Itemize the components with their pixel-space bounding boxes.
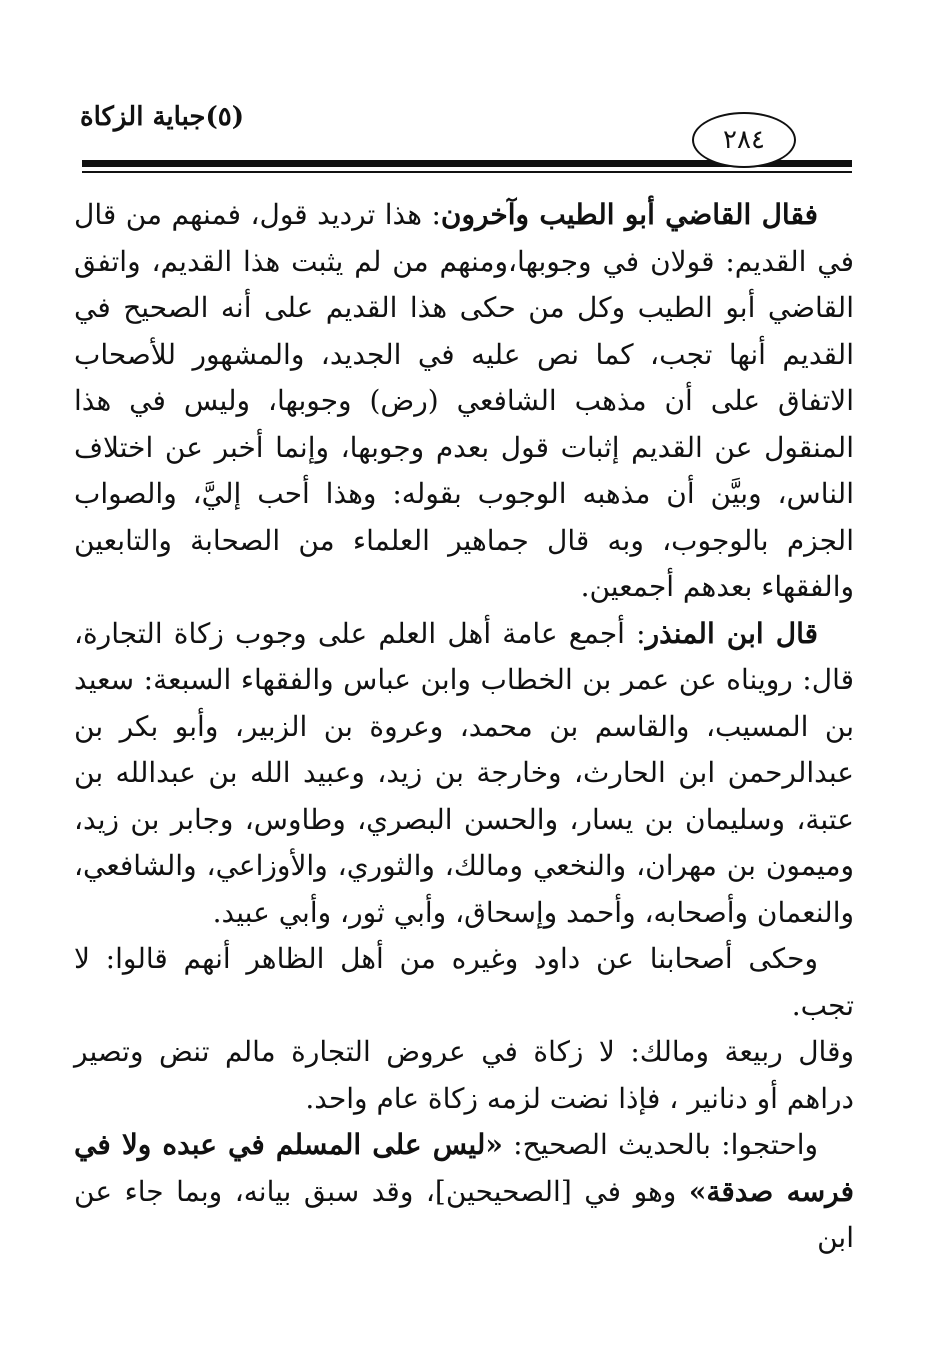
header-rule-thin — [82, 171, 852, 173]
body-text — [74, 192, 854, 1262]
paragraph-text: : هذا ترديد قول، فمنهم من قال في القديم: قولان في وجوبها،ومنهم من لم يثبت هذا القديم، واتفق القاضي أبو الطيب وكل من حكى هذا القديم على أنه الصحيح في القديم أنها تجب، كما نص عليه في الجديد، والمشهور للأصحاب الاتفاق على أن مذهب الشافعي (رض) وجوبها، وليس في هذا المنقول عن القديم إثبات قول بعدم وجوبها، وإنما أخبر عن اختلاف الناس، وبيَّن أن مذهبه الوجوب بقوله: وهذا أحب إليَّ، والصواب الجزم بالوجوب، وبه قال جماهير العلماء من الصحابة والتابعين والفقهاء بعدهم أجمعين. — [74, 198, 854, 603]
paragraph-prefix: واحتجوا: بالحديث الصحيح: — [502, 1128, 818, 1161]
paragraph-text: : أجمع عامة أهل العلم على وجوب زكاة التجارة، قال: رويناه عن عمر بن الخطاب وابن عباس والفقهاء السبعة: سعيد بن المسيب، والقاسم بن محمد، وعروة بن الزبير، وأبو بكر بن عبدالرحمن ابن الحارث، وخارجة بن زيد، وعبيد الله بن عبدالله بن عتبة، وسليمان بن يسار، والحسن البصري، وطاوس، وجابر بن زيد، وميمون بن مهران، والنخعي ومالك، والثوري، والأوزاعي، والشافعي، والنعمان وأصحابه، وأحمد وإسحاق، وأبي ثور، وأبي عبيد. — [74, 616, 854, 929]
paragraph-text: وقال ربيعة ومالك: لا زكاة في عروض التجارة مالم تنض وتصير دراهم أو دنانير ، فإذا نضت لزمه زكاة عام واحد. — [74, 1035, 854, 1115]
paragraph-3 — [74, 936, 854, 1029]
running-title: (٥)جباية الزكاة — [80, 102, 245, 132]
paragraph-lead: فقال القاضي أبو الطيب وآخرون — [440, 198, 818, 231]
page-number: ٢٨٤ — [692, 112, 796, 168]
paragraph-lead: قال ابن المنذر — [645, 616, 818, 650]
paragraph-1 — [74, 192, 854, 611]
paragraph-5 — [74, 1122, 854, 1262]
paragraph-4 — [74, 1029, 854, 1122]
hadith-quote: «ليس على المسلم في عبده ولا في فرسه صدقة» — [74, 1128, 854, 1208]
paragraph-2 — [74, 611, 854, 937]
paragraph-text: وحكى أصحابنا عن داود وغيره من أهل الظاهر أنهم قالوا: لا تجب. — [74, 942, 854, 1022]
paragraph-text: وهو في [الصحيحين]، وقد سبق بيانه، وبما جاء عن ابن — [74, 1174, 854, 1254]
page-header — [0, 0, 943, 180]
